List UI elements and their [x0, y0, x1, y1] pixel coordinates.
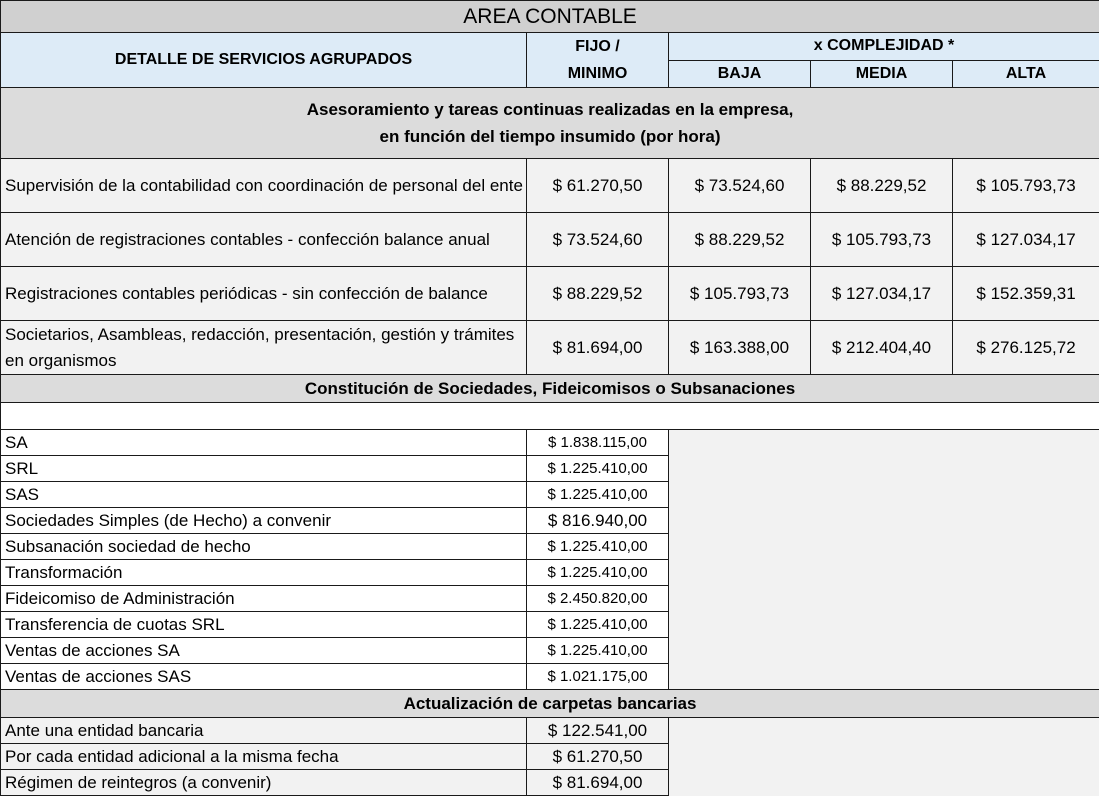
price-fijo: $ 81.694,00: [527, 321, 669, 375]
price-baja: $ 105.793,73: [669, 267, 811, 321]
price-fijo: $ 1.225.410,00: [527, 612, 669, 638]
price-alta: $ 276.125,72: [953, 321, 1099, 375]
table-row: [1, 159, 1099, 213]
header-fijo: [527, 33, 669, 88]
price-fijo: $ 1.225.410,00: [527, 638, 669, 664]
row-desc: Supervisión de la contabilidad con coordinación de personal del ente: [1, 159, 527, 213]
header-baja: BAJA: [669, 60, 811, 88]
section-constitucion-title: Constitución de Sociedades, Fideicomisos o Subsanaciones: [1, 375, 1099, 403]
price-fijo: $ 1.838.115,00: [527, 430, 669, 456]
table-row: [1, 213, 1099, 267]
table-row: [1, 321, 1099, 375]
price-fijo: $ 816.940,00: [527, 508, 669, 534]
row-desc: Ventas de acciones SA: [1, 638, 527, 664]
price-fijo: $ 1.225.410,00: [527, 560, 669, 586]
price-fijo: $ 1.225.410,00: [527, 534, 669, 560]
table-row: [1, 430, 1099, 456]
row-desc: Ante una entidad bancaria: [1, 718, 527, 744]
price-media: $ 88.229,52: [811, 159, 953, 213]
price-baja: $ 163.388,00: [669, 321, 811, 375]
row-desc: Fideicomiso de Administración: [1, 586, 527, 612]
price-baja: $ 88.229,52: [669, 213, 811, 267]
header-media: MEDIA: [811, 60, 953, 88]
price-fijo: $ 81.694,00: [527, 770, 669, 796]
row-desc: Sociedades Simples (de Hecho) a convenir: [1, 508, 527, 534]
table-row: [1, 267, 1099, 321]
price-fijo: $ 2.450.820,00: [527, 586, 669, 612]
price-fijo: $ 1.225.410,00: [527, 482, 669, 508]
table-row: [1, 718, 1099, 744]
price-alta: $ 127.034,17: [953, 213, 1099, 267]
section-asesoramiento-title: [1, 88, 1099, 159]
row-desc: Atención de registraciones contables - confección balance anual: [1, 213, 527, 267]
price-fijo: $ 88.229,52: [527, 267, 669, 321]
price-fijo: $ 61.270,50: [527, 744, 669, 770]
row-desc: SAS: [1, 482, 527, 508]
header-detalle: DETALLE DE SERVICIOS AGRUPADOS: [1, 33, 527, 88]
price-media: $ 212.404,40: [811, 321, 953, 375]
sheet-title: AREA CONTABLE: [1, 1, 1099, 33]
price-fijo: $ 1.021.175,00: [527, 664, 669, 690]
section-asesoramiento-line1: Asesoramiento y tareas continuas realizadas en la empresa,: [306, 100, 794, 119]
price-baja: $ 73.524,60: [669, 159, 811, 213]
price-alta: $ 105.793,73: [953, 159, 1099, 213]
price-fijo: $ 1.225.410,00: [527, 456, 669, 482]
row-desc: Subsanación sociedad de hecho: [1, 534, 527, 560]
blank-area: [669, 430, 1099, 690]
header-alta: ALTA: [953, 60, 1099, 88]
row-desc: SRL: [1, 456, 527, 482]
row-desc: Transformación: [1, 560, 527, 586]
header-complejidad: x COMPLEJIDAD *: [669, 33, 1099, 61]
price-media: $ 105.793,73: [811, 213, 953, 267]
price-fijo: $ 61.270,50: [527, 159, 669, 213]
price-media: $ 127.034,17: [811, 267, 953, 321]
row-desc: Societarios, Asambleas, redacción, presentación, gestión y trámites en organismos: [1, 321, 527, 375]
header-fijo-line2: MINIMO: [567, 65, 628, 82]
row-desc: Transferencia de cuotas SRL: [1, 612, 527, 638]
row-desc: SA: [1, 430, 527, 456]
price-fijo: $ 73.524,60: [527, 213, 669, 267]
header-fijo-line1: FIJO /: [575, 38, 620, 55]
blank-area: [669, 718, 1099, 796]
section-asesoramiento-line2: en función del tiempo insumido (por hora): [379, 127, 721, 146]
price-fijo: $ 122.541,00: [527, 718, 669, 744]
row-desc: Régimen de reintegros (a convenir): [1, 770, 527, 796]
row-desc: Registraciones contables periódicas - sin confección de balance: [1, 267, 527, 321]
price-alta: $ 152.359,31: [953, 267, 1099, 321]
row-desc: Por cada entidad adicional a la misma fecha: [1, 744, 527, 770]
empty-row: [1, 403, 1099, 430]
section-carpetas-title: Actualización de carpetas bancarias: [1, 690, 1099, 718]
row-desc: Ventas de acciones SAS: [1, 664, 527, 690]
